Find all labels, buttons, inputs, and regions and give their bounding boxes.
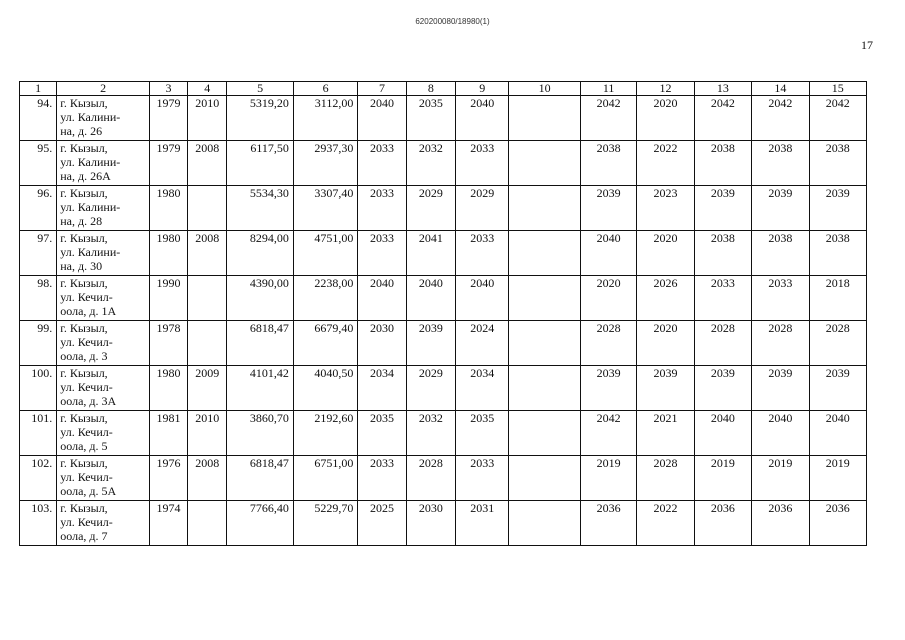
address-cell [57, 276, 150, 321]
column-header: 12 [637, 82, 694, 96]
cell-c9: 2033 [456, 456, 509, 501]
address-line: оола, д. 5А [60, 484, 117, 498]
header-row [20, 82, 867, 96]
address-line: ул. Кечил- [60, 380, 113, 394]
row-number-cell: 95. [20, 141, 57, 186]
address-line: ул. Калини- [60, 245, 121, 259]
cell-c8: 2032 [406, 141, 455, 186]
buildings-table [19, 81, 867, 546]
row-number-cell: 99. [20, 321, 57, 366]
cell-c14: 2019 [752, 456, 809, 501]
table-row [20, 366, 867, 411]
column-header: 8 [406, 82, 455, 96]
address-line: оола, д. 7 [60, 529, 108, 543]
cell-c12: 2020 [637, 96, 694, 141]
cell-c6: 2937,30 [293, 141, 357, 186]
cell-c6: 4751,00 [293, 231, 357, 276]
cell-c10 [509, 276, 581, 321]
cell-c12: 2023 [637, 186, 694, 231]
address-cell [57, 456, 150, 501]
cell-c10 [509, 186, 581, 231]
cell-c11: 2042 [580, 96, 636, 141]
address-line: г. Кызыл, [60, 366, 108, 380]
cell-c6: 3112,00 [293, 96, 357, 141]
cell-c3: 1974 [149, 501, 187, 546]
cell-c7: 2040 [358, 276, 406, 321]
column-header: 5 [227, 82, 293, 96]
cell-c7: 2035 [358, 411, 406, 456]
cell-c8: 2030 [406, 501, 455, 546]
cell-c10 [509, 141, 581, 186]
cell-c15: 2038 [809, 231, 866, 276]
cell-c9: 2033 [456, 231, 509, 276]
address-line: оола, д. 3 [60, 349, 108, 363]
row-number-cell: 94. [20, 96, 57, 141]
cell-c7: 2033 [358, 231, 406, 276]
cell-c12: 2021 [637, 411, 694, 456]
cell-c15: 2036 [809, 501, 866, 546]
cell-c15: 2040 [809, 411, 866, 456]
cell-c10 [509, 231, 581, 276]
cell-c7: 2033 [358, 186, 406, 231]
address-line: на, д. 26А [60, 169, 111, 183]
address-cell [57, 141, 150, 186]
cell-c6: 3307,40 [293, 186, 357, 231]
column-header: 13 [694, 82, 751, 96]
cell-c4 [188, 276, 227, 321]
address-line: оола, д. 5 [60, 439, 108, 453]
cell-c13: 2039 [694, 366, 751, 411]
table-row [20, 321, 867, 366]
cell-c13: 2038 [694, 141, 751, 186]
table-row [20, 96, 867, 141]
column-header: 7 [358, 82, 406, 96]
table-row [20, 141, 867, 186]
address-line: г. Кызыл, [60, 501, 108, 515]
address-line: г. Кызыл, [60, 186, 108, 200]
address-line: ул. Калини- [60, 200, 121, 214]
cell-c4 [188, 501, 227, 546]
table-row [20, 411, 867, 456]
column-header: 3 [149, 82, 187, 96]
cell-c9: 2034 [456, 366, 509, 411]
cell-c9: 2029 [456, 186, 509, 231]
cell-c8: 2039 [406, 321, 455, 366]
column-header: 1 [20, 82, 57, 96]
document-code: 620200080/18980(1) [415, 17, 490, 26]
cell-c9: 2035 [456, 411, 509, 456]
address-line: г. Кызыл, [60, 411, 108, 425]
table-body [20, 96, 867, 546]
cell-c12: 2022 [637, 501, 694, 546]
cell-c14: 2033 [752, 276, 809, 321]
cell-c8: 2029 [406, 366, 455, 411]
cell-c12: 2020 [637, 321, 694, 366]
cell-c11: 2042 [580, 411, 636, 456]
cell-c6: 4040,50 [293, 366, 357, 411]
cell-c5: 4101,42 [227, 366, 293, 411]
address-line: г. Кызыл, [60, 321, 108, 335]
address-line: на, д. 28 [60, 214, 103, 228]
cell-c14: 2039 [752, 366, 809, 411]
cell-c11: 2019 [580, 456, 636, 501]
cell-c5: 6818,47 [227, 321, 293, 366]
cell-c5: 6117,50 [227, 141, 293, 186]
table-row [20, 276, 867, 321]
cell-c3: 1978 [149, 321, 187, 366]
cell-c4: 2008 [188, 141, 227, 186]
address-line: г. Кызыл, [60, 141, 108, 155]
address-line: оола, д. 3А [60, 394, 117, 408]
cell-c13: 2019 [694, 456, 751, 501]
cell-c5: 4390,00 [227, 276, 293, 321]
cell-c5: 7766,40 [227, 501, 293, 546]
cell-c6: 5229,70 [293, 501, 357, 546]
cell-c10 [509, 366, 581, 411]
column-header: 9 [456, 82, 509, 96]
row-number-cell: 96. [20, 186, 57, 231]
address-line: ул. Кечил- [60, 515, 113, 529]
table-row [20, 456, 867, 501]
cell-c13: 2028 [694, 321, 751, 366]
cell-c3: 1980 [149, 231, 187, 276]
cell-c14: 2038 [752, 231, 809, 276]
cell-c8: 2040 [406, 276, 455, 321]
cell-c8: 2029 [406, 186, 455, 231]
column-header: 4 [188, 82, 227, 96]
table-row [20, 231, 867, 276]
cell-c10 [509, 321, 581, 366]
address-line: ул. Калини- [60, 110, 121, 124]
cell-c12: 2022 [637, 141, 694, 186]
address-cell [57, 96, 150, 141]
table-row [20, 186, 867, 231]
cell-c6: 2238,00 [293, 276, 357, 321]
address-line: ул. Кечил- [60, 335, 113, 349]
cell-c11: 2040 [580, 231, 636, 276]
cell-c7: 2034 [358, 366, 406, 411]
cell-c14: 2038 [752, 141, 809, 186]
cell-c14: 2042 [752, 96, 809, 141]
address-line: ул. Кечил- [60, 425, 113, 439]
row-number-cell: 101. [20, 411, 57, 456]
page-number: 17 [861, 38, 873, 52]
cell-c9: 2033 [456, 141, 509, 186]
cell-c5: 6818,47 [227, 456, 293, 501]
address-line: г. Кызыл, [60, 231, 108, 245]
cell-c11: 2036 [580, 501, 636, 546]
cell-c14: 2028 [752, 321, 809, 366]
cell-c12: 2028 [637, 456, 694, 501]
cell-c13: 2039 [694, 186, 751, 231]
cell-c7: 2040 [358, 96, 406, 141]
address-cell [57, 186, 150, 231]
cell-c13: 2033 [694, 276, 751, 321]
cell-c5: 8294,00 [227, 231, 293, 276]
cell-c15: 2028 [809, 321, 866, 366]
column-header: 11 [580, 82, 636, 96]
cell-c11: 2020 [580, 276, 636, 321]
cell-c8: 2032 [406, 411, 455, 456]
cell-c6: 2192,60 [293, 411, 357, 456]
cell-c5: 5534,30 [227, 186, 293, 231]
cell-c6: 6679,40 [293, 321, 357, 366]
column-header: 6 [293, 82, 357, 96]
address-cell [57, 231, 150, 276]
cell-c3: 1976 [149, 456, 187, 501]
cell-c5: 3860,70 [227, 411, 293, 456]
cell-c9: 2040 [456, 96, 509, 141]
row-number-cell: 100. [20, 366, 57, 411]
cell-c15: 2042 [809, 96, 866, 141]
cell-c4: 2009 [188, 366, 227, 411]
cell-c15: 2018 [809, 276, 866, 321]
cell-c13: 2036 [694, 501, 751, 546]
cell-c10 [509, 96, 581, 141]
cell-c4: 2010 [188, 411, 227, 456]
cell-c3: 1979 [149, 141, 187, 186]
cell-c4: 2008 [188, 231, 227, 276]
table-row [20, 501, 867, 546]
cell-c3: 1980 [149, 186, 187, 231]
address-line: ул. Кечил- [60, 470, 113, 484]
cell-c11: 2039 [580, 186, 636, 231]
cell-c3: 1981 [149, 411, 187, 456]
cell-c5: 5319,20 [227, 96, 293, 141]
cell-c15: 2038 [809, 141, 866, 186]
cell-c3: 1979 [149, 96, 187, 141]
cell-c8: 2041 [406, 231, 455, 276]
row-number-cell: 102. [20, 456, 57, 501]
column-header: 15 [809, 82, 866, 96]
cell-c15: 2019 [809, 456, 866, 501]
column-header: 2 [57, 82, 150, 96]
address-line: ул. Калини- [60, 155, 121, 169]
cell-c13: 2040 [694, 411, 751, 456]
address-line: г. Кызыл, [60, 456, 108, 470]
cell-c3: 1990 [149, 276, 187, 321]
cell-c7: 2033 [358, 456, 406, 501]
cell-c8: 2028 [406, 456, 455, 501]
address-line: оола, д. 1А [60, 304, 117, 318]
cell-c7: 2033 [358, 141, 406, 186]
cell-c8: 2035 [406, 96, 455, 141]
row-number-cell: 97. [20, 231, 57, 276]
cell-c10 [509, 501, 581, 546]
cell-c10 [509, 456, 581, 501]
address-line: г. Кызыл, [60, 96, 108, 110]
address-line: г. Кызыл, [60, 276, 108, 290]
cell-c7: 2025 [358, 501, 406, 546]
address-line: на, д. 30 [60, 259, 103, 273]
address-cell [57, 321, 150, 366]
column-header: 14 [752, 82, 809, 96]
address-cell [57, 411, 150, 456]
address-cell [57, 501, 150, 546]
cell-c4: 2008 [188, 456, 227, 501]
cell-c6: 6751,00 [293, 456, 357, 501]
cell-c4 [188, 186, 227, 231]
cell-c9: 2031 [456, 501, 509, 546]
address-line: ул. Кечил- [60, 290, 113, 304]
cell-c11: 2028 [580, 321, 636, 366]
cell-c12: 2039 [637, 366, 694, 411]
cell-c12: 2026 [637, 276, 694, 321]
cell-c14: 2039 [752, 186, 809, 231]
cell-c12: 2020 [637, 231, 694, 276]
cell-c11: 2038 [580, 141, 636, 186]
cell-c15: 2039 [809, 186, 866, 231]
cell-c13: 2038 [694, 231, 751, 276]
cell-c13: 2042 [694, 96, 751, 141]
cell-c9: 2040 [456, 276, 509, 321]
cell-c14: 2040 [752, 411, 809, 456]
cell-c3: 1980 [149, 366, 187, 411]
cell-c9: 2024 [456, 321, 509, 366]
row-number-cell: 98. [20, 276, 57, 321]
address-line: на, д. 26 [60, 124, 103, 138]
cell-c11: 2039 [580, 366, 636, 411]
cell-c4: 2010 [188, 96, 227, 141]
cell-c4 [188, 321, 227, 366]
column-header: 10 [509, 82, 581, 96]
address-cell [57, 366, 150, 411]
row-number-cell: 103. [20, 501, 57, 546]
cell-c14: 2036 [752, 501, 809, 546]
cell-c7: 2030 [358, 321, 406, 366]
cell-c10 [509, 411, 581, 456]
cell-c15: 2039 [809, 366, 866, 411]
